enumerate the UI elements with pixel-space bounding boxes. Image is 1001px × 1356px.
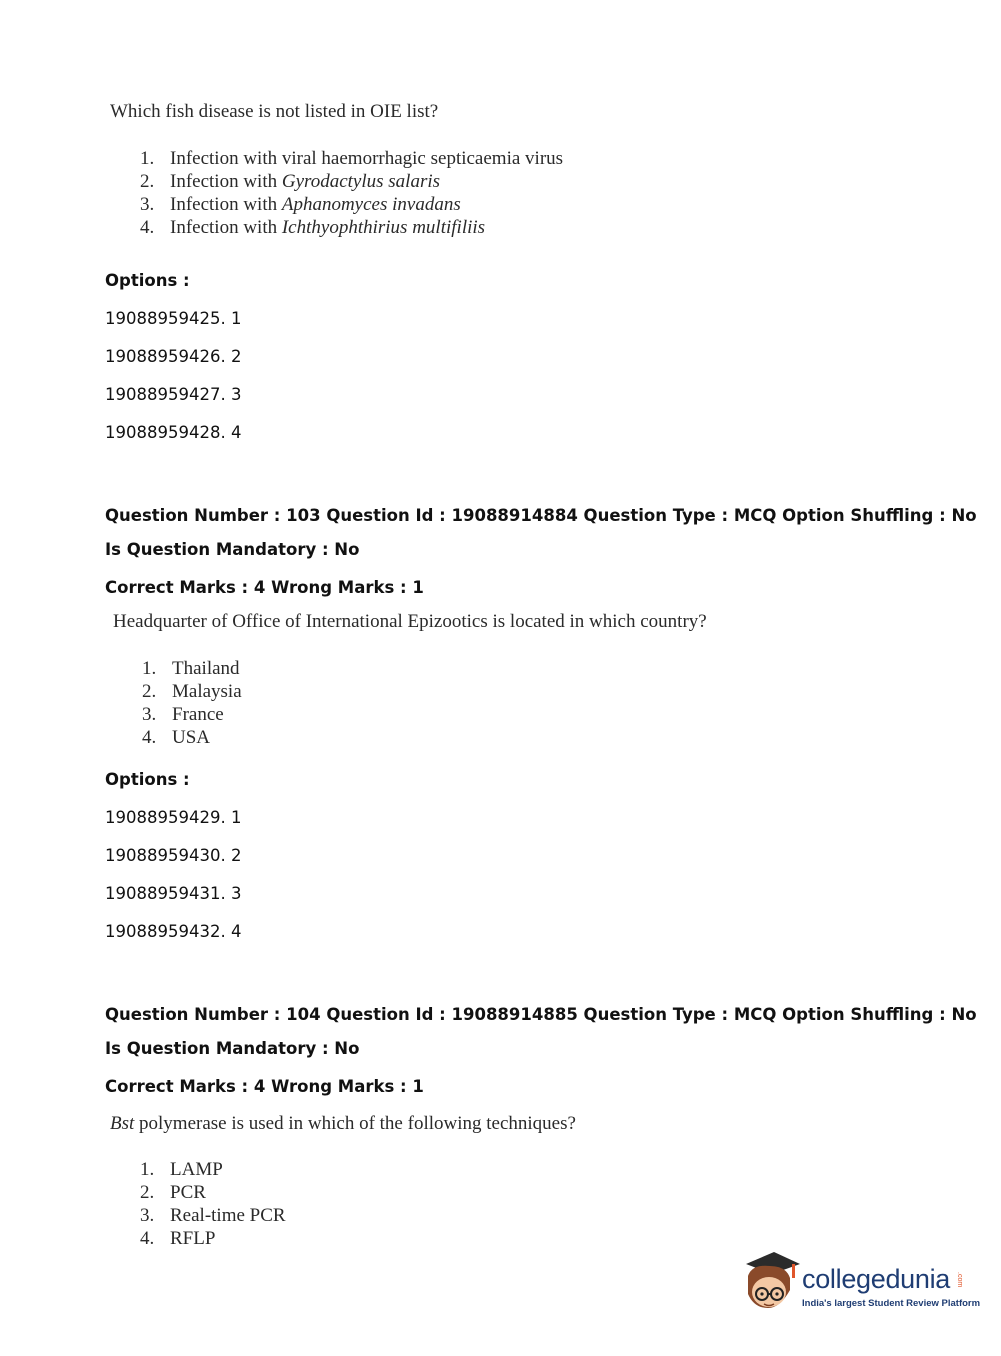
list-item: 2. Malaysia — [142, 681, 242, 702]
list-item: 3. France — [142, 704, 224, 725]
list-item: 4. RFLP — [140, 1228, 216, 1249]
list-item: 3. Infection with Aphanomyces invadans — [140, 194, 461, 215]
option-id: 19088959428. 4 — [105, 423, 242, 442]
mandatory-line: Is Question Mandatory : No — [105, 1039, 360, 1058]
mandatory-line: Is Question Mandatory : No — [105, 540, 360, 559]
option-id: 19088959425. 1 — [105, 309, 242, 328]
logo-tagline: India's largest Student Review Platform — [802, 1298, 981, 1309]
question-header: Question Number : 104 Question Id : 19088914885 Question Type : MCQ Option Shuffling : No — [105, 1005, 977, 1024]
option-id: 19088959426. 2 — [105, 347, 242, 366]
option-id: 19088959431. 3 — [105, 884, 242, 903]
list-item: 1. LAMP — [140, 1159, 223, 1180]
logo-wordmark: collegedunia — [802, 1264, 951, 1294]
option-id: 19088959429. 1 — [105, 808, 242, 827]
list-item: 2. PCR — [140, 1182, 206, 1203]
q102-question-text: Which fish disease is not listed in OIE list? — [110, 101, 439, 122]
marks-line: Correct Marks : 4 Wrong Marks : 1 — [105, 1077, 424, 1096]
list-item: 1. Thailand — [142, 658, 240, 679]
list-item: 1. Infection with viral haemorrhagic septicaemia virus — [140, 148, 564, 169]
list-item: 2. Infection with Gyrodactylus salaris — [140, 171, 441, 192]
option-id: 19088959430. 2 — [105, 846, 242, 865]
options-label: Options : — [105, 271, 190, 290]
list-item: 3. Real-time PCR — [140, 1205, 286, 1226]
list-item: 4. Infection with Ichthyophthirius multifiliis — [140, 217, 486, 238]
marks-line: Correct Marks : 4 Wrong Marks : 1 — [105, 578, 424, 597]
list-item: 4. USA — [142, 727, 211, 748]
logo-domain-suffix: .com — [956, 1272, 963, 1288]
option-id: 19088959432. 4 — [105, 922, 242, 941]
q104-question-text: Bst polymerase is used in which of the following techniques? — [110, 1113, 576, 1134]
q103-question-text: Headquarter of Office of International Epizootics is located in which country? — [113, 611, 707, 632]
options-label: Options : — [105, 770, 190, 789]
graduate-mascot-icon — [740, 1250, 802, 1320]
question-header: Question Number : 103 Question Id : 19088914884 Question Type : MCQ Option Shuffling : No — [105, 506, 977, 525]
collegedunia-logo — [740, 1246, 981, 1326]
option-id: 19088959427. 3 — [105, 385, 242, 404]
